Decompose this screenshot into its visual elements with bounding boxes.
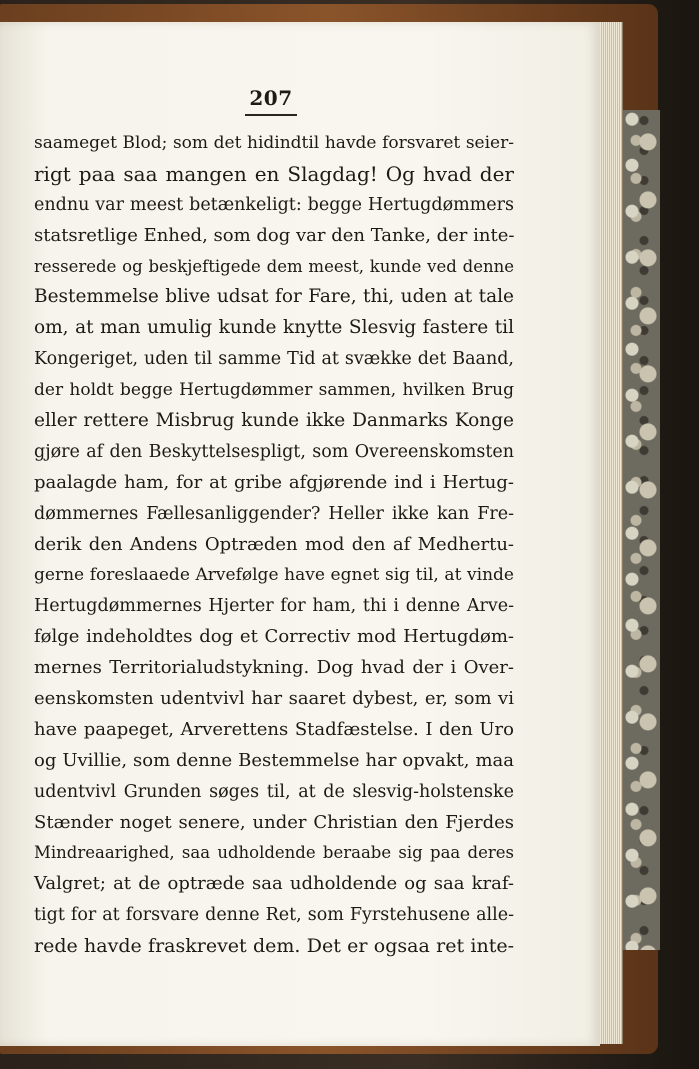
text-line: tigt for at forsvare denne Ret, som Fyrstehusene alle- (34, 905, 514, 926)
text-line: Mindreaarighed, saa udholdende beraabe sig paa deres (34, 843, 514, 863)
text-line: statsretlige Enhed, som dog var den Tanke, der inte- (34, 224, 515, 246)
text-line: paalagde ham, for at gribe afgjørende ind i Hertug- (34, 471, 514, 493)
text-line: eller rettere Misbrug kunde ikke Danmarks Konge (34, 410, 514, 432)
text-line: Bestemmelse blive udsat for Fare, thi, uden at tale (34, 286, 514, 308)
text-line: om, at man umulig kunde knytte Slesvig fastere til (34, 317, 514, 339)
text-line: følge indeholdtes dog et Correctiv mod Hertugdøm- (34, 626, 514, 648)
text-line: mernes Territorialudstykning. Dog hvad der i Over- (34, 657, 514, 679)
text-line: saameget Blod; som det hidindtil havde forsvaret seier- (34, 133, 514, 153)
text-line: udentvivl Grunden søges til, at de slesvig-holstenske (34, 781, 514, 802)
text-line: derik den Andens Optræden mod den af Medhertu- (34, 533, 514, 555)
text-line: rigt paa saa mangen en Slagdag! Og hvad der (34, 161, 514, 186)
body-text (34, 128, 514, 962)
text-line: gjøre af den Beskyttelsespligt, som Overeenskomsten (34, 441, 514, 462)
page-number-rule (245, 114, 297, 116)
text-line: Valgret; at de optræde saa udholdende og saa kraf- (34, 873, 514, 895)
text-line: eenskomsten udentvivl har saaret dybest, er, som vi (34, 688, 514, 710)
text-line: Kongeriget, uden til samme Tid at svække det Baand, (34, 349, 514, 370)
text-line: gerne foreslaaede Arvefølge have egnet sig til, at vinde (34, 565, 514, 586)
text-line: og Uvillie, som denne Bestemmelse har opvakt, maa (34, 749, 514, 771)
marbled-edge (618, 110, 660, 950)
page-number: 207 (249, 86, 293, 110)
text-line: Stænder noget senere, under Christian den Fjerdes (34, 811, 514, 833)
text-line: have paapeget, Arverettens Stadfæstelse. I den Uro (34, 718, 514, 740)
text-line: Hertugdømmernes Hjerter for ham, thi i denne Arve- (34, 596, 514, 617)
text-line: dømmernes Fællesanliggender? Heller ikke kan Fre- (34, 503, 514, 524)
page-edges (598, 22, 623, 1044)
text-line: endnu var meest betænkeligt: begge Hertugdømmers (34, 194, 514, 215)
text-line: rede havde fraskrevet dem. Det er ogsaa ret inte- (34, 935, 514, 958)
text-line: resserede og beskjeftigede dem meest, kunde ved denne (34, 256, 514, 276)
text-line: der holdt begge Hertugdømmer sammen, hvilken Brug (34, 380, 514, 401)
